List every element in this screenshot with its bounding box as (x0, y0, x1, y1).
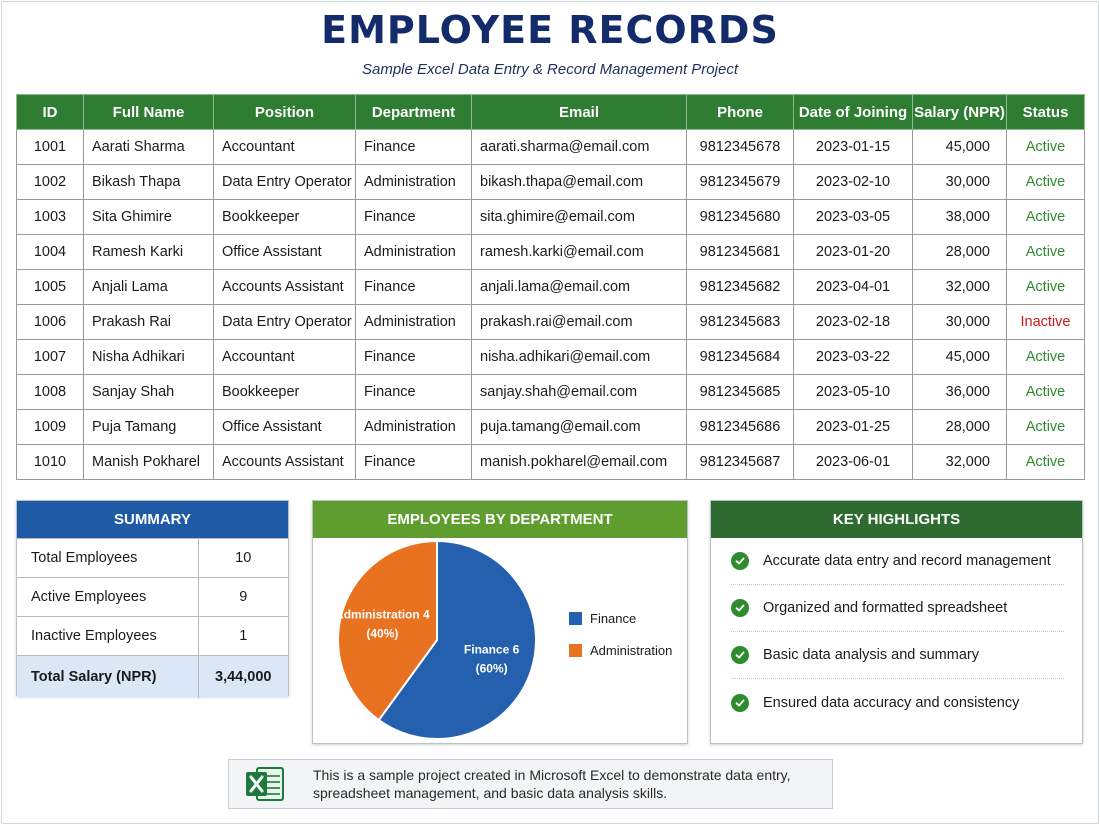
cell-department[interactable]: Finance (356, 340, 472, 375)
cell-salary[interactable]: 30,000 (913, 165, 1007, 200)
cell-full-name[interactable]: Sita Ghimire (84, 200, 214, 235)
check-circle-icon (731, 646, 749, 664)
highlight-item (731, 538, 1064, 585)
legend-label: Finance (590, 611, 637, 626)
cell-department[interactable]: Finance (356, 270, 472, 305)
summary-row (17, 539, 288, 578)
chart-legend (569, 611, 672, 675)
summary-title: SUMMARY (17, 501, 288, 538)
cell-full-name[interactable]: Ramesh Karki (84, 235, 214, 270)
summary-label: Inactive Employees (17, 617, 198, 656)
cell-department[interactable]: Finance (356, 375, 472, 410)
summary-table (17, 538, 288, 698)
cell-department[interactable]: Finance (356, 445, 472, 480)
cell-position[interactable]: Accountant (214, 130, 356, 165)
cell-full-name[interactable]: Aarati Sharma (84, 130, 214, 165)
cell-id[interactable]: 1003 (17, 200, 84, 235)
summary-panel (16, 500, 289, 696)
cell-position[interactable]: Bookkeeper (214, 200, 356, 235)
cell-department[interactable]: Administration (356, 165, 472, 200)
cell-status[interactable]: Active (1007, 270, 1085, 305)
summary-total-label: Total Salary (NPR) (17, 656, 198, 698)
cell-position[interactable]: Office Assistant (214, 235, 356, 270)
cell-salary[interactable]: 30,000 (913, 305, 1007, 340)
column-header-date-of-joining[interactable]: Date of Joining (794, 95, 913, 130)
column-header-phone[interactable]: Phone (687, 95, 794, 130)
cell-status[interactable]: Active (1007, 200, 1085, 235)
column-header-status[interactable]: Status (1007, 95, 1085, 130)
legend-item-finance[interactable] (569, 611, 672, 626)
table-row[interactable] (17, 270, 1085, 305)
employee-table (16, 94, 1085, 480)
summary-total-value[interactable]: 3,44,000 (198, 656, 288, 698)
cell-date-of-joining[interactable]: 2023-03-05 (794, 200, 913, 235)
cell-department[interactable]: Administration (356, 410, 472, 445)
cell-id[interactable]: 1002 (17, 165, 84, 200)
cell-position[interactable]: Accountant (214, 340, 356, 375)
highlight-text: Ensured data accuracy and consistency (763, 694, 1020, 711)
cell-email[interactable]: bikash.thapa@email.com (472, 165, 687, 200)
page-title: EMPLOYEE RECORDS (321, 8, 779, 52)
cell-department[interactable]: Finance (356, 200, 472, 235)
legend-label: Administration (590, 643, 673, 658)
cell-position[interactable]: Data Entry Operator (214, 305, 356, 340)
chart-title: EMPLOYEES BY DEPARTMENT (313, 501, 687, 538)
cell-id[interactable]: 1006 (17, 305, 84, 340)
cell-salary[interactable]: 45,000 (913, 130, 1007, 165)
cell-id[interactable]: 1005 (17, 270, 84, 305)
cell-id[interactable]: 1009 (17, 410, 84, 445)
excel-icon (245, 766, 285, 802)
cell-status[interactable]: Active (1007, 410, 1085, 445)
cell-email[interactable]: prakash.rai@email.com (472, 305, 687, 340)
cell-date-of-joining[interactable]: 2023-03-22 (794, 340, 913, 375)
cell-id[interactable]: 1008 (17, 375, 84, 410)
summary-value[interactable]: 10 (198, 539, 288, 578)
cell-full-name[interactable]: Prakash Rai (84, 305, 214, 340)
slice-percent-label: (60%) (475, 661, 508, 676)
cell-email[interactable]: sanjay.shah@email.com (472, 375, 687, 410)
cell-position[interactable]: Data Entry Operator (214, 165, 356, 200)
cell-salary[interactable]: 36,000 (913, 375, 1007, 410)
column-header-email[interactable]: Email (472, 95, 687, 130)
cell-email[interactable]: puja.tamang@email.com (472, 410, 687, 445)
legend-swatch-finance (569, 612, 582, 625)
cell-status[interactable]: Active (1007, 165, 1085, 200)
summary-total-row (17, 656, 288, 698)
summary-label: Total Employees (17, 539, 198, 578)
cell-id[interactable]: 1007 (17, 340, 84, 375)
highlight-text: Organized and formatted spreadsheet (763, 600, 1008, 616)
cell-department[interactable]: Administration (356, 235, 472, 270)
highlight-item (731, 632, 1064, 679)
cell-id[interactable]: 1004 (17, 235, 84, 270)
cell-date-of-joining[interactable]: 2023-01-20 (794, 235, 913, 270)
column-header-position[interactable]: Position (214, 95, 356, 130)
department-chart-panel (312, 500, 688, 744)
cell-date-of-joining[interactable]: 2023-06-01 (794, 445, 913, 480)
cell-phone[interactable]: 9812345686 (687, 410, 794, 445)
cell-full-name[interactable]: Sanjay Shah (84, 375, 214, 410)
column-header-department[interactable]: Department (356, 95, 472, 130)
cell-id[interactable]: 1001 (17, 130, 84, 165)
cell-status[interactable]: Active (1007, 130, 1085, 165)
summary-value[interactable]: 1 (198, 617, 288, 656)
cell-phone[interactable]: 9812345683 (687, 305, 794, 340)
cell-phone[interactable]: 9812345687 (687, 445, 794, 480)
cell-status[interactable]: Inactive (1007, 305, 1085, 340)
check-circle-icon (731, 694, 749, 712)
cell-status[interactable]: Active (1007, 445, 1085, 480)
cell-position[interactable]: Bookkeeper (214, 375, 356, 410)
footer-note (228, 759, 833, 809)
footer-text: This is a sample project created in Microsoft Excel to demonstrate data entry, spreadsheet management, and basic data analysis skills. (313, 767, 791, 801)
cell-date-of-joining[interactable]: 2023-02-18 (794, 305, 913, 340)
column-header-salary[interactable]: Salary (NPR) (913, 95, 1007, 130)
cell-full-name[interactable]: Bikash Thapa (84, 165, 214, 200)
cell-position[interactable]: Office Assistant (214, 410, 356, 445)
slice-label: Finance 6 (463, 642, 520, 657)
table-row[interactable] (17, 305, 1085, 340)
cell-phone[interactable]: 9812345678 (687, 130, 794, 165)
slice-label: Administration 4 (335, 607, 430, 622)
table-row[interactable] (17, 165, 1085, 200)
legend-item-administration[interactable] (569, 643, 672, 658)
cell-id[interactable]: 1010 (17, 445, 84, 480)
cell-email[interactable]: nisha.adhikari@email.com (472, 340, 687, 375)
cell-salary[interactable]: 28,000 (913, 410, 1007, 445)
cell-salary[interactable]: 32,000 (913, 270, 1007, 305)
cell-phone[interactable]: 9812345679 (687, 165, 794, 200)
cell-phone[interactable]: 9812345685 (687, 375, 794, 410)
cell-email[interactable]: anjali.lama@email.com (472, 270, 687, 305)
table-row[interactable] (17, 445, 1085, 480)
summary-label: Active Employees (17, 578, 198, 617)
cell-status[interactable]: Active (1007, 375, 1085, 410)
summary-row (17, 617, 288, 656)
cell-date-of-joining[interactable]: 2023-04-01 (794, 270, 913, 305)
table-row[interactable] (17, 410, 1085, 445)
column-header-id[interactable]: ID (17, 95, 84, 130)
table-row[interactable] (17, 340, 1085, 375)
cell-department[interactable]: Administration (356, 305, 472, 340)
cell-full-name[interactable]: Anjali Lama (84, 270, 214, 305)
table-row[interactable] (17, 235, 1085, 270)
cell-salary[interactable]: 32,000 (913, 445, 1007, 480)
cell-phone[interactable]: 9812345682 (687, 270, 794, 305)
column-header-full-name[interactable]: Full Name (84, 95, 214, 130)
cell-salary[interactable]: 28,000 (913, 235, 1007, 270)
cell-salary[interactable]: 45,000 (913, 340, 1007, 375)
table-header-row (17, 95, 1085, 130)
page-subtitle: Sample Excel Data Entry & Record Management Project (361, 61, 738, 78)
slice-percent-label: (40%) (366, 626, 399, 641)
key-highlights-panel (710, 500, 1083, 744)
cell-phone[interactable]: 9812345684 (687, 340, 794, 375)
table-row[interactable] (17, 130, 1085, 165)
cell-phone[interactable]: 9812345680 (687, 200, 794, 235)
cell-email[interactable]: ramesh.karki@email.com (472, 235, 687, 270)
table-row[interactable] (17, 200, 1085, 235)
cell-status[interactable]: Active (1007, 340, 1085, 375)
cell-salary[interactable]: 38,000 (913, 200, 1007, 235)
cell-date-of-joining[interactable]: 2023-02-10 (794, 165, 913, 200)
highlights-list (711, 538, 1082, 726)
highlights-title: KEY HIGHLIGHTS (711, 501, 1082, 538)
cell-date-of-joining[interactable]: 2023-01-25 (794, 410, 913, 445)
highlight-text: Accurate data entry and record management (763, 553, 1051, 569)
highlight-item (731, 679, 1064, 726)
table-body (17, 130, 1085, 480)
cell-email[interactable]: aarati.sharma@email.com (472, 130, 687, 165)
cell-date-of-joining[interactable]: 2023-01-15 (794, 130, 913, 165)
cell-phone[interactable]: 9812345681 (687, 235, 794, 270)
cell-position[interactable]: Accounts Assistant (214, 445, 356, 480)
cell-department[interactable]: Finance (356, 130, 472, 165)
cell-full-name[interactable]: Puja Tamang (84, 410, 214, 445)
check-circle-icon (731, 599, 749, 617)
cell-position[interactable]: Accounts Assistant (214, 270, 356, 305)
cell-full-name[interactable]: Manish Pokharel (84, 445, 214, 480)
highlight-text: Basic data analysis and summary (763, 647, 979, 663)
cell-status[interactable]: Active (1007, 235, 1085, 270)
table-row[interactable] (17, 375, 1085, 410)
cell-date-of-joining[interactable]: 2023-05-10 (794, 375, 913, 410)
summary-value[interactable]: 9 (198, 578, 288, 617)
cell-full-name[interactable]: Nisha Adhikari (84, 340, 214, 375)
summary-row (17, 578, 288, 617)
cell-email[interactable]: sita.ghimire@email.com (472, 200, 687, 235)
cell-email[interactable]: manish.pokharel@email.com (472, 445, 687, 480)
highlight-item (731, 585, 1064, 632)
legend-swatch-administration (569, 644, 582, 657)
check-circle-icon (731, 552, 749, 570)
